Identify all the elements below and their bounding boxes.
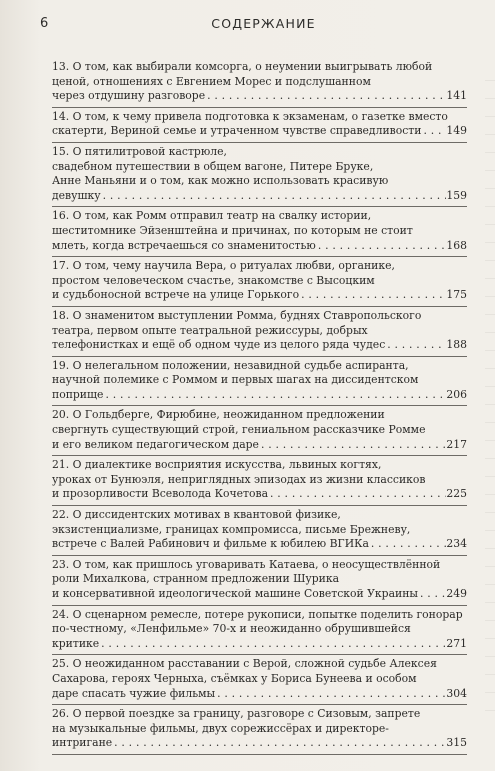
toc-entry-text: и прозорливости Всеволода Кочетова — [52, 487, 269, 501]
dot-leader — [369, 537, 446, 552]
toc-entry-line: театра, первом опыте театральной режиссуры, добрых — [52, 323, 368, 337]
toc-page-number: 188 — [446, 338, 467, 352]
toc-page-number: 141 — [446, 89, 467, 103]
toc-entry-line: простом человеческом счастье, знакомстве с Высоцким — [52, 273, 375, 287]
toc-entry-text: и судьбоносной встрече на улице Горького — [52, 288, 300, 302]
toc-entry-last-line — [52, 537, 467, 552]
dot-leader — [112, 736, 446, 751]
toc-entry-last-line — [52, 438, 467, 453]
toc-entry-last-line — [52, 189, 467, 204]
toc-entry-text: критике — [52, 636, 100, 650]
toc-entry-line: Анне Маньяни и о том, как можно использовать красивую — [52, 174, 389, 188]
toc-page-number: 271 — [446, 636, 467, 650]
toc-page-number: 175 — [446, 288, 467, 302]
toc-entry — [52, 655, 467, 705]
dot-leader — [215, 687, 446, 702]
toc-entry-last-line — [52, 487, 467, 502]
toc-entry — [52, 357, 467, 407]
toc-entry-line: 13. О том, как выбирали комсорга, о неумении выигрывать любой — [52, 60, 433, 73]
toc-page-number: 304 — [446, 686, 467, 700]
toc-entry-line: свергнуть существующий строй, гениальном рассказчике Ромме — [52, 423, 426, 437]
toc-page-number: 217 — [446, 437, 467, 451]
table-of-contents — [52, 58, 467, 755]
toc-entry — [52, 307, 467, 357]
toc-entry-line: Сахарова, героях Черныха, съёмках у Бориса Бунеева и особом — [52, 671, 417, 685]
dot-leader — [299, 288, 446, 303]
toc-entry — [52, 58, 467, 108]
running-title: СОДЕРЖАНИЕ — [211, 16, 316, 31]
toc-entry-text: девушку — [52, 188, 101, 202]
dot-leader — [205, 89, 446, 104]
dot-leader — [421, 124, 446, 139]
dot-leader — [103, 388, 446, 403]
toc-entry-text: и консервативной идеологической машине Советской Украины — [52, 587, 419, 600]
toc-entry — [52, 406, 467, 456]
toc-page-number: 206 — [446, 387, 467, 401]
toc-entry-text: даре спасать чужие фильмы — [52, 686, 216, 700]
toc-entry-text: интригане — [52, 736, 113, 750]
toc-page-number: 159 — [446, 188, 467, 202]
toc-entry — [52, 705, 467, 755]
toc-page-number: 234 — [446, 537, 467, 551]
toc-entry-line: на музыкальные фильмы, двух сорежиссёрах и директоре- — [52, 721, 389, 735]
toc-entry-line: 15. О пятилитровой кастрюле, — [52, 144, 227, 158]
toc-entry-line: 24. О сценарном ремесле, потере рукописи, попытке поделить гонорар — [52, 607, 463, 621]
toc-entry-text: встрече с Валей Рабинович и фильме к юбилею ВГИКа — [52, 537, 369, 551]
toc-entry-text: через отдушину разговоре — [52, 89, 206, 103]
toc-entry-text: млеть, когда встречаешься со знаменитостью — [52, 238, 316, 252]
toc-entry-line: научной полемике с Роммом и первых шагах на диссидентском — [52, 373, 419, 387]
toc-entry-line: 18. О знаменитом выступлении Ромма, буднях Ставропольского — [52, 308, 422, 322]
toc-entry-line: 21. О диалектике восприятия искусства, львиных когтях, — [52, 458, 382, 472]
toc-entry-last-line — [52, 124, 467, 139]
toc-entry-line: 16. О том, как Ромм отправил театр на свалку истории, — [52, 209, 372, 223]
dot-leader — [99, 637, 446, 652]
toc-entry-text: поприще — [52, 387, 104, 401]
toc-entry-last-line — [52, 89, 467, 104]
page-edge-shadow — [485, 80, 495, 720]
dot-leader — [316, 239, 447, 254]
toc-page-number: 249 — [446, 587, 467, 600]
toc-entry — [52, 143, 467, 207]
toc-entry-last-line — [52, 687, 467, 702]
toc-entry — [52, 257, 467, 307]
toc-entry — [52, 207, 467, 257]
page-header — [40, 12, 467, 40]
page-number: 6 — [40, 16, 49, 31]
toc-entry-line: по-честному, «Ленфильме» 70-х и неожиданно обрушившейся — [52, 622, 411, 636]
dot-leader — [385, 338, 446, 353]
dot-leader — [101, 189, 447, 204]
toc-entry-last-line — [52, 736, 467, 751]
dot-leader — [268, 487, 446, 502]
toc-entry-line: 20. О Гольдберге, Фирюбине, неожиданном предложении — [52, 408, 385, 422]
toc-entry-line: 23. О том, как пришлось уговаривать Катаева, о неосуществлённой — [52, 557, 441, 571]
toc-entry-last-line — [52, 587, 467, 602]
toc-page-number: 168 — [446, 238, 467, 252]
toc-entry-line: шеститомнике Эйзенштейна и причинах, по которым не стоит — [52, 223, 413, 237]
toc-entry — [52, 606, 467, 656]
toc-entry-line: уроках от Бунюэля, неприглядных эпизодах из жизни классиков — [52, 472, 426, 486]
toc-entry-line: роли Михалкова, странном предложении Шурика — [52, 572, 340, 586]
toc-entry-line: 22. О диссидентских мотивах в квантовой физике, — [52, 508, 341, 522]
toc-entry-line: экзистенциализме, границах компромисса, письме Брежневу, — [52, 522, 411, 536]
toc-entry-last-line — [52, 388, 467, 403]
toc-page-number: 149 — [446, 124, 467, 138]
toc-entry-line: 25. О неожиданном расставании с Верой, сложной судьбе Алексея — [52, 657, 437, 671]
toc-entry-last-line — [52, 288, 467, 303]
toc-entry-last-line — [52, 239, 467, 254]
toc-entry-line: 19. О нелегальном положении, незавидной судьбе аспиранта, — [52, 358, 409, 372]
toc-entry-line: 14. О том, к чему привела подготовка к экзаменам, о газетке вместо — [52, 109, 448, 123]
toc-entry-line: свадебном путешествии в общем вагоне, Питере Бруке, — [52, 159, 374, 173]
toc-page-number: 225 — [446, 487, 467, 501]
toc-entry-line: 17. О том, чему научила Вера, о ритуалах любви, органике, — [52, 259, 395, 273]
toc-entry-line: 26. О первой поездке за границу, разговоре с Сизовым, запрете — [52, 707, 421, 721]
toc-entry-text: скатерти, Вериной семье и утраченном чувстве справедливости — [52, 124, 422, 138]
toc-entry — [52, 506, 467, 556]
toc-entry — [52, 556, 467, 606]
toc-entry-text: телефонистках и ещё об одном чуде из целого ряда чудес — [52, 338, 386, 352]
toc-page-number: 315 — [446, 736, 467, 750]
dot-leader — [418, 587, 446, 602]
toc-entry — [52, 108, 467, 143]
toc-entry-line: ценой, отношениях с Евгением Морес и подслушанном — [52, 74, 371, 88]
toc-entry — [52, 456, 467, 506]
toc-entry-last-line — [52, 338, 467, 353]
dot-leader — [259, 438, 446, 453]
toc-entry-last-line — [52, 637, 467, 652]
toc-entry-text: и его великом педагогическом даре — [52, 437, 259, 451]
